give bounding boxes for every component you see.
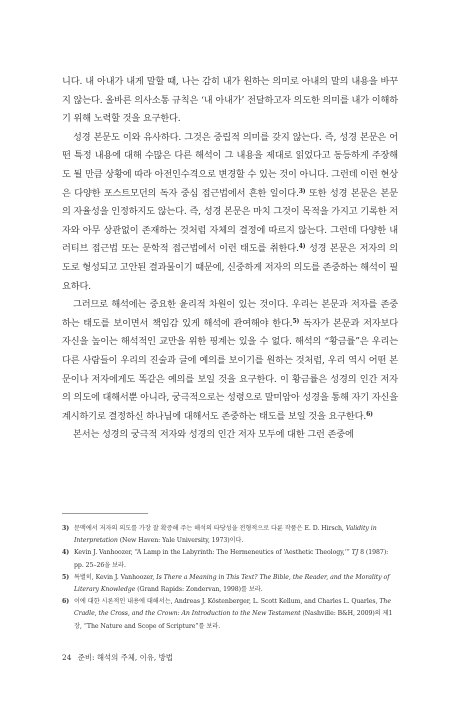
- footnote-text: 특별히, Kevin J. Vanhoozer,: [74, 573, 157, 581]
- footnote-journal-title: TJ: [351, 549, 359, 557]
- main-text: [62, 73, 398, 445]
- footnote-number: 5): [62, 573, 70, 581]
- footnote-number: 6): [62, 598, 70, 606]
- footnote-number: 3): [62, 525, 70, 532]
- footnote-3: [62, 523, 398, 547]
- footnote-divider: [62, 513, 148, 514]
- running-title: 준비: 해석의 주체, 이유, 방법: [77, 653, 173, 662]
- footnote-text: 8 (1987): pp. 25–26을 보라.: [74, 549, 389, 569]
- footnote-number: 4): [62, 549, 70, 557]
- footnote-book-title: The Cradle, the Cross, and the Crown: An Introduction to the New Testament: [74, 598, 391, 618]
- footnote-text: 문맥에서 저자의 의도를 가장 잘 확증해 주는 해석의 타당성을 전형적으로 다룬 작품은 E. D. Hirsch,: [74, 525, 346, 532]
- footnotes: [62, 523, 398, 633]
- paragraph-3: [62, 296, 398, 426]
- footnote-ref-3: 3): [298, 187, 306, 195]
- footnote-ref-4: 4): [298, 243, 306, 251]
- footnote-6: [62, 596, 398, 633]
- footnote-text: 이에 대한 시론적인 내용에 대해서는, Andreas J. Köstenberger, L. Scott Kellum, and Charles L. Quarles,: [74, 598, 380, 606]
- paragraph-1: [62, 73, 398, 129]
- paragraph-1-text: 니다. 내 아내가 내게 말할 때, 나는 감히 내가 원하는 의미로 아내의 말의 내용을 바꾸지 않는다. 올바른 의사소통 규칙은 ‘내 아내가’ 전달하고자 의도한 의미를 내가 이해하기 위해 노력할 것을 요구한다.: [62, 76, 398, 125]
- footnote-text: (Nashville: B&H, 2009)의 제1장, “The Nature and Scope of Scripture”를 보라.: [74, 610, 393, 630]
- paragraph-2: [62, 129, 398, 296]
- footnote-text: (New Haven: Yale University, 1973)이다.: [117, 537, 244, 545]
- footnote-book-title: Is There a Meaning in This Text? The Bible, the Reader, and the Morality of Literary Knowledge: [74, 573, 390, 594]
- paragraph-3-text-a: 그러므로 해석에는 중요한 윤리적 차원이 있는 것이다. 우리는 본문과 저자를 존중하는 태도를 보이면서 책임감 있게 해석에 관여해야 한다.: [62, 299, 398, 329]
- paragraph-4-text: 본서는 성경의 궁극적 저자와 성경의 인간 저자 모두에 대한 그런 존중에: [73, 429, 354, 441]
- page-number: 24: [62, 653, 72, 662]
- footnote-book-title: Validity in Interpretation: [74, 525, 377, 545]
- paragraph-2-text-c: 성경 본문은 저자의 의도로 형성되고 고안된 결과물이기 때문에, 신중하게 저자의 의도를 존중하는 해석이 필요하다.: [62, 243, 398, 292]
- footnote-text: Kevin J. Vanhoozer, “A Lamp in the Labyrinth: The Hermeneutics of ‘Aesthetic Theology,’”: [74, 549, 352, 557]
- footnote-ref-6: 6): [366, 410, 373, 418]
- paragraph-2-text-b: 또한 성경 본문은 본문의 자율성을 인정하지도 않는다. 즉, 성경 본문은 마치 그것이 목적을 가지고 기록한 저자와 아무 상관없이 존재하는 것처럼 자체의 결정에 따르지 않는다. 그런데 다양한 내러티브 접근법 또는 문학적 접근법에서 이런 태도를 취한다.: [62, 187, 398, 255]
- footnote-4: [62, 547, 398, 571]
- footnote-ref-5: 5): [292, 317, 300, 325]
- paragraph-2-text-a: 성경 본문도 이와 유사하다. 그것은 중립적 의미를 갖지 않는다. 즉, 성경 본문은 어떤 특정 내용에 대해 수많은 다른 해석이 그 내용을 제대로 읽었다고 동등하게 주장해도 될 만큼 상황에 따라 아전인수격으로 변경할 수 있는 것이 아니다. 그런데 이런 현상은 다양한 포스트모던의 독자 중심 접근법에서 흔한 일이다.: [62, 131, 398, 199]
- footnote-text: (Grand Rapids: Zondervan, 1998)를 보라.: [135, 586, 263, 594]
- paragraph-3-text-b: 독자가 본문과 저자보다 자신을 높이는 해석적인 교만을 위한 핑계는 있을 수 없다. 해석의 “황금률”은 우리는 다른 사람들이 우리의 진술과 글에 예의를 보이기를 원하는 것처럼, 우리 역시 어떤 본문이나 저자에게도 똑같은 예의를 보일 것을 요구한다. 이 황금률은 성경의 인간 저자의 의도에 대해서뿐 아니라, 궁극적으로는 성령으로 말미암아 성경을 통해 자기 자신을 계시하기로 결정하신 하나님에 대해서도 존중하는 태도를 보일 것을 요구한다.: [62, 317, 399, 422]
- footnote-5: [62, 572, 398, 596]
- page-footer: [62, 652, 173, 663]
- paragraph-4: [62, 426, 398, 445]
